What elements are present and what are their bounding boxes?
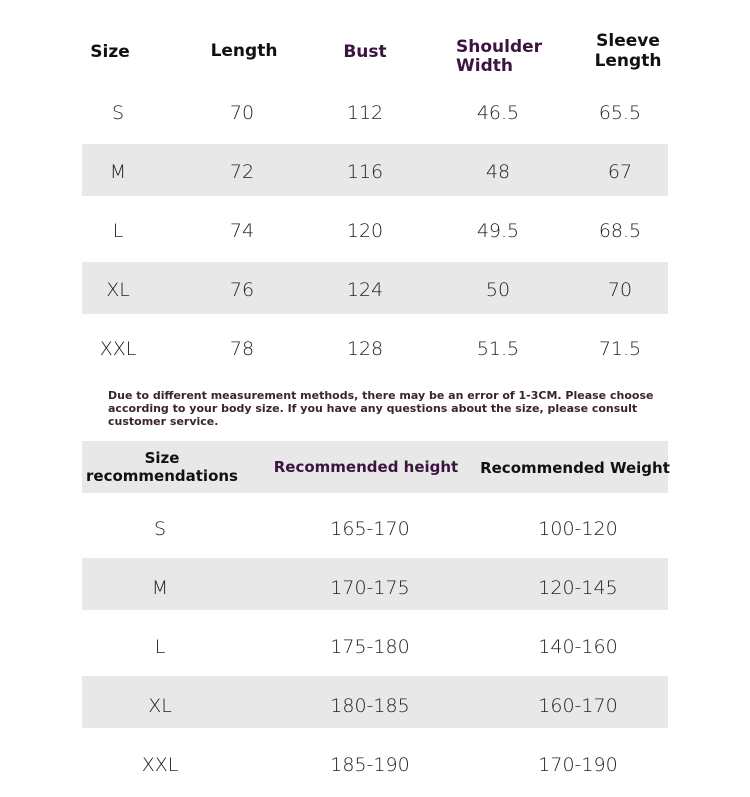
sleeve-cell: 65.5: [598, 102, 642, 124]
shoulder-cell: 49.5: [476, 220, 520, 242]
rec-size-cell: L: [154, 636, 166, 658]
sleeve-cell: 70: [607, 279, 633, 301]
rec-size-cell: M: [151, 577, 169, 599]
header-size-recommendations: Size recommendations: [86, 449, 238, 485]
bust-cell: 116: [346, 161, 384, 183]
rec-weight-cell: 160-170: [538, 695, 618, 717]
rec-height-cell: 165-170: [330, 518, 410, 540]
bust-cell: 120: [346, 220, 384, 242]
length-cell: 76: [229, 279, 255, 301]
rec-height-cell: 175-180: [330, 636, 410, 658]
header-bust: Bust: [343, 42, 387, 62]
header-recommended-weight: Recommended Weight: [480, 459, 670, 477]
shoulder-cell: 48: [485, 161, 511, 183]
header-recommended-height: Recommended height: [273, 458, 459, 476]
rec-height-cell: 170-175: [330, 577, 410, 599]
rec-weight-cell: 140-160: [538, 636, 618, 658]
length-cell: 70: [229, 102, 255, 124]
rec-size-cell: XXL: [141, 754, 179, 776]
size-cell: S: [111, 102, 125, 124]
rec-height-cell: 185-190: [330, 754, 410, 776]
sleeve-cell: 71.5: [598, 338, 642, 360]
size-cell: M: [109, 161, 127, 183]
rec-weight-cell: 100-120: [538, 518, 618, 540]
header-size: Size: [90, 42, 130, 62]
length-cell: 74: [229, 220, 255, 242]
shoulder-cell: 46.5: [476, 102, 520, 124]
shoulder-cell: 50: [485, 279, 511, 301]
size-cell: XXL: [99, 338, 137, 360]
size-cell: L: [112, 220, 124, 242]
sleeve-cell: 68.5: [598, 220, 642, 242]
length-cell: 72: [229, 161, 255, 183]
size-cell: XL: [106, 279, 130, 301]
rec-weight-cell: 170-190: [538, 754, 618, 776]
sleeve-cell: 67: [607, 161, 633, 183]
header-length: Length: [210, 41, 278, 61]
header-sleeve-length: Sleeve Length: [594, 31, 662, 71]
bust-cell: 124: [346, 279, 384, 301]
rec-weight-cell: 120-145: [538, 577, 618, 599]
measurement-note: Due to different measurement methods, there may be an error of 1-3CM. Please choose according to your body size. If you have any questions about the size, please consult customer service.: [108, 389, 654, 428]
bust-cell: 128: [346, 338, 384, 360]
rec-size-cell: S: [153, 518, 167, 540]
bust-cell: 112: [346, 102, 384, 124]
shoulder-cell: 51.5: [476, 338, 520, 360]
length-cell: 78: [229, 338, 255, 360]
rec-size-cell: XL: [148, 695, 172, 717]
header-shoulder-width: Shoulder Width: [456, 37, 543, 76]
rec-height-cell: 180-185: [330, 695, 410, 717]
